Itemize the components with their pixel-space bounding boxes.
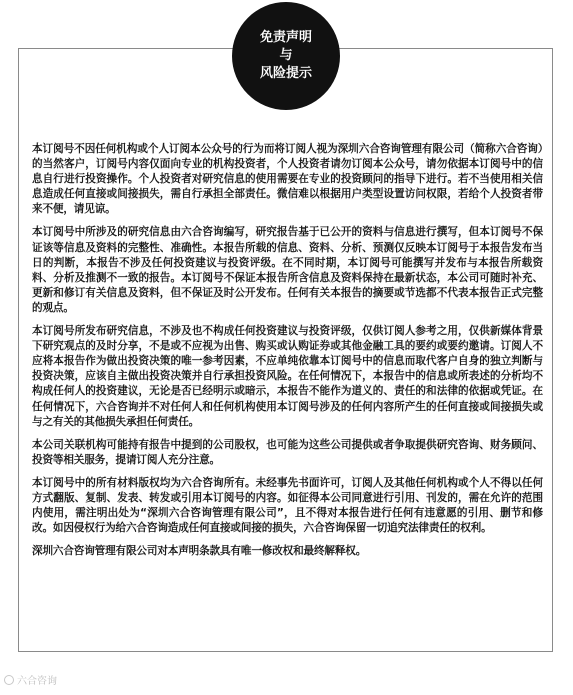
badge-title-line3: 风险提示 bbox=[259, 66, 312, 81]
disclaimer-content bbox=[32, 142, 543, 567]
disclaimer-paragraph-1: 本订阅号不因任何机构或个人订阅本公众号的行为而将订阅人视为深圳六合咨询管理有限公司（简称六合咨询）的当然客户，订阅号内容仅面向专业的机构投资者，个人投资者请勿订阅本公众号，请勿依据本订阅号中的信息自行进行投资操作。个人投资者对研究信息的使用需要在专业的投资顾问的指导下进行。若不当使用相关信息造成任何直接或间接损失，需自行承担全部责任。微信难以根据用户类型设置访问权限，若给个人投资者带来不便，请见谅。 bbox=[32, 143, 543, 216]
watermark-logo-icon bbox=[4, 675, 14, 685]
badge-title-line1: 免责声明 bbox=[259, 30, 312, 45]
watermark-text: 六合咨询 bbox=[17, 676, 57, 687]
disclaimer-paragraph-5: 本订阅号中的所有材料版权均为六合咨询所有。未经事先书面许可，订阅人及其他任何机构或个人不得以任何方式翻版、复制、发表、转发或引用本订阅号的内容。如征得本公司同意进行引用、刊发的，需在允许的范围内使用，需注明出处为“深圳六合咨询管理有限公司”，且不得对本报告进行任何有违意愿的引用、删节和修改。如因侵权行为给六合咨询造成任何直接或间接的损失，六合咨询保留一切追究法律责任的权利。 bbox=[32, 476, 543, 535]
disclaimer-paragraph-3: 本订阅号所发布研究信息，不涉及也不构成任何投资建议与投资评级，仅供订阅人参考之用，仅供新媒体背景下研究观点的及时分享，不是或不应视为出售、购买或认购证券或其他金融工具的要约或要约邀请。订阅人不应将本报告作为做出投资决策的唯一参考因素，不应单纯依靠本订阅号中的信息而取代客户自身的独立判断与投资决策，应该自主做出投资决策并自行承担投资风险。在任何情况下，本报告中的信息或所表述的分析均不构成任何人的投资建议，无论是否已经明示或暗示，本报告不能作为道义的、责任的和法律的依据或凭证。在任何情况下，六合咨询并不对任何人和任何机构使用本订阅号涉及的任何内容所产生的任何直接或间接损失或与之有关的其他损失承担任何责任。 bbox=[32, 325, 543, 428]
badge-title-line2: 与 bbox=[279, 48, 293, 63]
disclaimer-paragraph-6: 深圳六合咨询管理有限公司对本声明条款具有唯一修改权和最终解释权。 bbox=[32, 545, 367, 558]
title-badge bbox=[232, 2, 340, 110]
watermark bbox=[4, 672, 57, 687]
disclaimer-paragraph-4: 本公司关联机构可能持有报告中提到的公司股权，也可能为这些公司提供或者争取提供研究咨询、财务顾问、投资等相关服务，提请订阅人充分注意。 bbox=[32, 438, 543, 466]
disclaimer-paragraph-2: 本订阅号中所涉及的研究信息由六合咨询编写，研究报告基于已公开的资料与信息进行撰写，但本订阅号不保证该等信息及资料的完整性、准确性。本报告所载的信息、资料、分析、预测仅反映本订阅号于本报告发布当日的判断，本报告不涉及任何投资建议与投资评级。在不同时期，本订阅号可能撰写并发布与本报告所载资料、分析及推测不一致的报告。本订阅号不保证本报告所含信息及资料保持在最新状态，本公司可随时补充、更新和修订有关信息及资料，但不保证及时公开发布。任何有关本报告的摘要或节选都不代表本报告正式完整的观点。 bbox=[32, 226, 543, 314]
